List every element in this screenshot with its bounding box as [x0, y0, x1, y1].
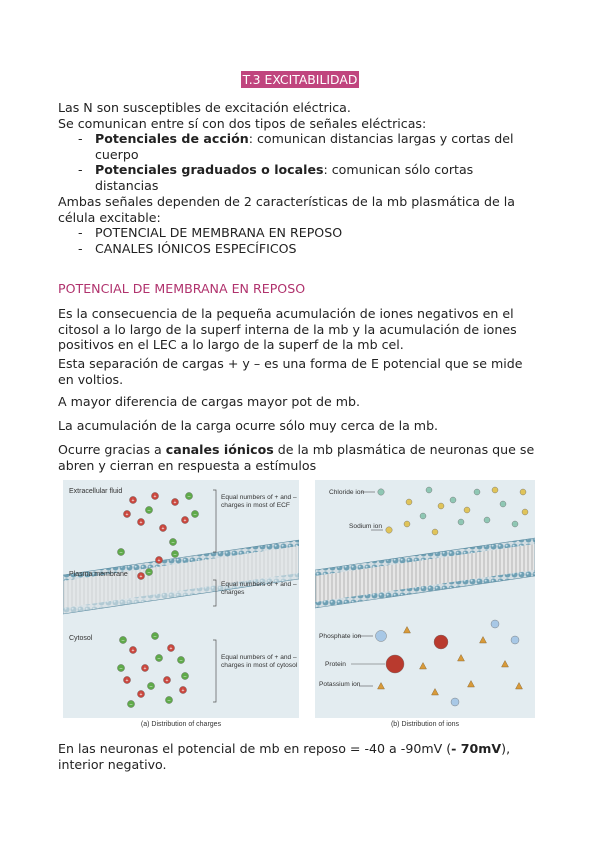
both-block [58, 194, 540, 256]
negative-ion-sign: – [193, 512, 197, 518]
chloride-ion-key [378, 489, 384, 495]
note-top: Equal numbers of + and – charges in most of ECF [221, 494, 297, 509]
chloride-ion [484, 517, 490, 523]
positive-ion-sign: + [157, 558, 161, 564]
closing-pre: En las neuronas el potencial de mb en reposo = -40 a -90mV ( [58, 741, 452, 756]
negative-ion-sign: – [173, 552, 177, 558]
protein-text: Protein [325, 661, 346, 668]
title-wrapper [0, 72, 600, 87]
positive-ion-sign: + [173, 500, 177, 506]
note-bottom: Equal numbers of + and – charges in most of cytosol [221, 654, 298, 669]
p5-pre: Ocurre gracias a [58, 442, 166, 457]
negative-ion-sign: – [121, 638, 125, 644]
extracellular-text: Extracellular fluid [69, 488, 123, 495]
positive-ion-sign: + [125, 512, 129, 518]
positive-ion-sign: + [125, 678, 129, 684]
potassium-label [319, 681, 361, 688]
positive-ion-sign: + [165, 678, 169, 684]
sodium-ion [492, 487, 498, 493]
sodium-ion-key [386, 527, 392, 533]
paragraph-1: Es la consecuencia de la pequeña acumulación de iones negativos en el citosol a lo largo de la superf interna de la mb y la acumulación de iones positivos en el LEC a lo largo de la superf de la mb cel. [58, 306, 517, 352]
list-item [58, 131, 540, 162]
paragraph-5 [58, 442, 540, 473]
ions-panel [315, 480, 535, 718]
sodium-ion [406, 499, 412, 505]
positive-ion-sign: + [143, 666, 147, 672]
note-bottom-box [221, 654, 299, 694]
intro-line-1: Las N son susceptibles de excitación eléctrica. [58, 100, 351, 115]
positive-ion-sign: + [183, 518, 187, 524]
negative-ion-sign: – [187, 494, 191, 500]
potassium-text: Potassium ion [319, 681, 361, 688]
both-text: Ambas señales dependen de 2 características de la mb plasmática de la célula excitable: [58, 194, 515, 225]
negative-ion-sign: – [183, 674, 187, 680]
positive-ion-sign: + [131, 648, 135, 654]
caption-b-text: (b) Distribution of ions [390, 721, 460, 728]
list-item: - POTENCIAL DE MEMBRANA EN REPOSO [58, 225, 540, 241]
chloride-ion [500, 501, 506, 507]
paragraph-4: La acumulación de la carga ocurre sólo muy cerca de la mb. [58, 418, 439, 433]
negative-ion-sign: – [119, 550, 123, 556]
caption-a-text: (a) Distribution of charges [140, 721, 222, 728]
chloride-ion [512, 521, 518, 527]
chloride-text: Chloride ion [329, 489, 365, 496]
chloride-ion [426, 487, 432, 493]
positive-ion-sign: + [139, 520, 143, 526]
note-mid: Equal numbers of + and – charges [221, 581, 297, 596]
positive-ion-sign: + [161, 526, 165, 532]
plasma-text: Plasma membrane [69, 571, 128, 578]
phosphate-ion [511, 636, 519, 644]
negative-ion-sign: – [167, 698, 171, 704]
paragraph-3: A mayor diferencia de cargas mayor pot de mb. [58, 394, 360, 409]
bullet-bold: Potenciales de acción [95, 131, 249, 146]
note-top-box [221, 494, 299, 534]
list-item: - CANALES IÓNICOS ESPECÍFICOS [58, 241, 540, 257]
negative-ion-sign: – [149, 684, 153, 690]
phosphate-text: Phosphate ion [319, 633, 362, 640]
chloride-ion [474, 489, 480, 495]
positive-ion-sign: + [169, 646, 173, 652]
sodium-ion [520, 489, 526, 495]
negative-ion-sign: – [171, 540, 175, 546]
cytosol-label [69, 635, 93, 642]
positive-ion-sign: + [139, 692, 143, 698]
membrane-figure [63, 480, 535, 728]
positive-ion-sign: + [181, 688, 185, 694]
phosphate-ion [491, 620, 499, 628]
sodium-label [349, 523, 382, 530]
paragraph-2: Esta separación de cargas + y – es una forma de E potencial que se mide en voltios. [58, 356, 523, 387]
phosphate-ion-key [376, 631, 387, 642]
negative-ion-sign: – [157, 656, 161, 662]
negative-ion-sign: – [147, 570, 151, 576]
protein-label [325, 661, 346, 668]
phosphate-label [319, 633, 361, 640]
sodium-ion [432, 529, 438, 535]
extracellular-label [69, 488, 122, 495]
chloride-ion [458, 519, 464, 525]
caption-a [141, 721, 222, 728]
list-item [58, 162, 540, 193]
positive-ion-sign: + [131, 498, 135, 504]
sodium-ion [438, 503, 444, 509]
protein-key [386, 655, 404, 673]
negative-ion-sign: – [119, 666, 123, 672]
membrane-features-list [58, 225, 540, 256]
bullet-bold: Potenciales graduados o locales [95, 162, 324, 177]
chloride-label [329, 489, 365, 496]
sodium-ion [404, 521, 410, 527]
bullet-text: : comunican sólo cortas distancias [95, 162, 474, 193]
cytosol-text: Cytosol [69, 635, 93, 642]
sodium-ion [464, 507, 470, 513]
closing-bold: - 70mV [451, 741, 502, 756]
signal-types-list [58, 131, 540, 193]
intro-line-2: Se comunican entre sí con dos tipos de señales eléctricas: [58, 115, 427, 131]
note-mid-box [221, 581, 299, 609]
sodium-text: Sodium ion [349, 523, 382, 530]
chloride-ion [420, 513, 426, 519]
sodium-ion [522, 509, 528, 515]
section-heading: POTENCIAL DE MEMBRANA EN REPOSO [58, 281, 306, 296]
negative-ion-sign: – [129, 702, 133, 708]
protein [434, 635, 448, 649]
positive-ion-sign: + [139, 574, 143, 580]
p5-bold: canales iónicos [165, 442, 274, 457]
negative-ion-sign: – [153, 634, 157, 640]
closing-paragraph [58, 741, 540, 772]
p5-post: de la mb plasmática de neuronas que se abren y cierran en respuesta a estímulos [58, 442, 535, 473]
intro-block [58, 100, 540, 193]
chloride-ion [450, 497, 456, 503]
phosphate-ion [451, 698, 459, 706]
membrane-figure-svg [63, 480, 535, 728]
charges-panel [63, 480, 299, 718]
closing-post: ), interior negativo. [58, 741, 511, 772]
negative-ion-sign: – [147, 508, 151, 514]
negative-ion-sign: – [179, 658, 183, 664]
caption-b [391, 721, 460, 728]
page-title: T.3 EXCITABILIDAD [242, 72, 358, 87]
positive-ion-sign: + [153, 494, 157, 500]
bullet-text: : comunican distancias largas y cortas del cuerpo [95, 131, 514, 162]
plasma-membrane-label [69, 571, 128, 578]
